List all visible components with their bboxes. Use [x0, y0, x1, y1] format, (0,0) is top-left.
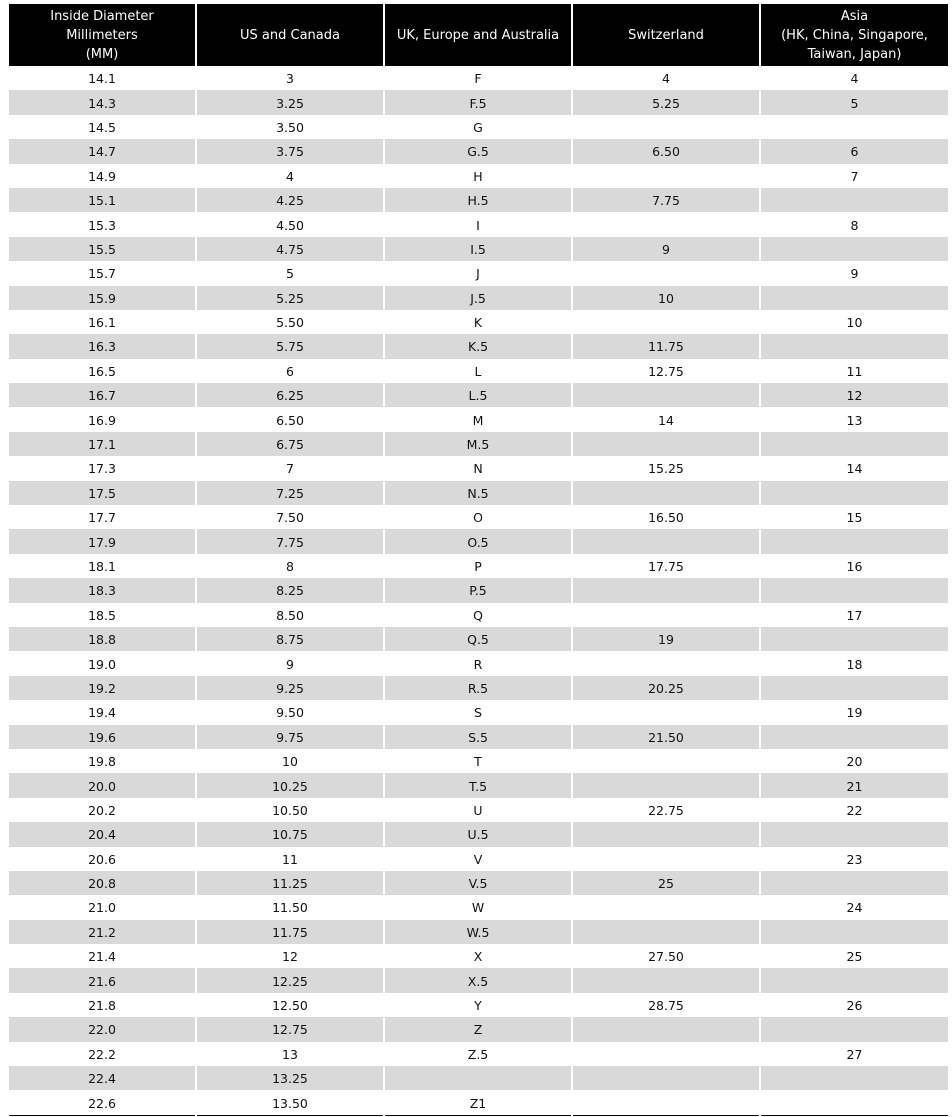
cell-inside-diameter: 17.1 — [9, 432, 195, 456]
cell-inside-diameter: 14.5 — [88, 119, 116, 135]
cell-switzerland — [573, 383, 759, 407]
cell-uk-europe-australia: F — [474, 71, 482, 87]
cell-uk-europe-australia: N — [473, 461, 483, 477]
cell-uk-europe-australia: M — [472, 412, 484, 428]
cell-asia — [761, 334, 948, 358]
table-row — [9, 798, 948, 822]
cell-asia: 12 — [761, 383, 948, 407]
cell-uk-europe-australia: R — [473, 656, 483, 672]
cell-asia: 13 — [846, 412, 863, 428]
table-row — [9, 725, 948, 749]
cell-us-canada: 5 — [286, 266, 294, 282]
cell-switzerland — [573, 432, 759, 456]
cell-asia: 22 — [846, 802, 863, 818]
cell-switzerland — [573, 847, 759, 871]
cell-uk-europe-australia: W.5 — [385, 920, 571, 944]
table-row — [9, 456, 948, 480]
table-row — [9, 1066, 948, 1090]
cell-uk-europe-australia: V.5 — [385, 871, 571, 895]
cell-asia — [761, 432, 948, 456]
cell-uk-europe-australia: H.5 — [385, 188, 571, 212]
cell-asia — [761, 968, 948, 992]
cell-inside-diameter: 16.7 — [9, 383, 195, 407]
cell-asia — [761, 725, 948, 749]
cell-uk-europe-australia: Z.5 — [467, 1046, 489, 1062]
cell-inside-diameter: 15.3 — [88, 217, 116, 233]
cell-uk-europe-australia: R.5 — [385, 676, 571, 700]
cell-switzerland — [573, 1017, 759, 1041]
cell-inside-diameter: 20.2 — [88, 802, 116, 818]
table-row — [9, 1017, 948, 1041]
cell-us-canada: 12.25 — [197, 968, 383, 992]
cell-us-canada: 6 — [286, 363, 294, 379]
cell-uk-europe-australia: Z — [385, 1017, 571, 1041]
cell-inside-diameter: 20.6 — [88, 851, 116, 867]
cell-inside-diameter: 18.8 — [9, 627, 195, 651]
cell-inside-diameter: 21.6 — [9, 968, 195, 992]
cell-inside-diameter: 18.1 — [88, 559, 116, 574]
cell-us-canada: 13 — [282, 1046, 298, 1062]
cell-uk-europe-australia: Q.5 — [385, 627, 571, 651]
cell-uk-europe-australia: K.5 — [385, 334, 571, 358]
cell-us-canada: 6.75 — [197, 432, 383, 456]
cell-asia: 18 — [846, 656, 863, 672]
cell-switzerland: 15.25 — [648, 461, 684, 477]
cell-us-canada: 5.25 — [197, 286, 383, 310]
cell-asia — [761, 529, 948, 553]
table-row — [9, 895, 948, 919]
cell-inside-diameter: 16.3 — [9, 334, 195, 358]
cell-uk-europe-australia: Y — [474, 998, 482, 1014]
cell-switzerland: 25 — [573, 871, 759, 895]
cell-us-canada: 11 — [282, 851, 298, 867]
cell-asia: 5 — [761, 90, 948, 114]
cell-inside-diameter: 21.4 — [88, 949, 116, 965]
cell-inside-diameter: 22.6 — [9, 1090, 195, 1115]
cell-asia — [761, 115, 948, 139]
header-uk-label: UK, Europe and Australia — [396, 27, 560, 43]
cell-us-canada: 7.25 — [197, 481, 383, 505]
cell-inside-diameter: 19.0 — [88, 656, 116, 672]
cell-switzerland — [573, 115, 759, 139]
cell-uk-europe-australia: F.5 — [385, 90, 571, 114]
cell-switzerland — [573, 529, 759, 553]
cell-us-canada: 3.75 — [197, 139, 383, 163]
cell-uk-europe-australia: Q — [473, 607, 483, 623]
ring-size-chart — [7, 4, 946, 1116]
cell-inside-diameter: 15.9 — [9, 286, 195, 310]
cell-inside-diameter: 15.1 — [9, 188, 195, 212]
cell-uk-europe-australia: O — [473, 510, 483, 526]
cell-inside-diameter: 22.4 — [9, 1066, 195, 1090]
cell-uk-europe-australia: X — [473, 949, 483, 965]
header-row — [9, 4, 948, 66]
cell-switzerland: 9 — [573, 237, 759, 261]
cell-asia — [761, 237, 948, 261]
cell-switzerland — [573, 749, 759, 773]
cell-us-canada: 8.75 — [197, 627, 383, 651]
table-row — [9, 993, 948, 1017]
cell-us-canada: 7.50 — [276, 510, 304, 526]
cell-switzerland: 7.75 — [573, 188, 759, 212]
cell-switzerland — [573, 164, 759, 188]
cell-us-canada: 3.50 — [276, 119, 304, 135]
cell-us-canada: 10.25 — [197, 773, 383, 797]
table-row — [9, 1042, 948, 1066]
cell-asia — [761, 627, 948, 651]
table-row — [9, 944, 948, 968]
cell-inside-diameter: 14.9 — [88, 168, 116, 184]
cell-uk-europe-australia: G — [473, 119, 483, 135]
cell-inside-diameter: 20.8 — [9, 871, 195, 895]
cell-inside-diameter: 21.8 — [88, 998, 116, 1014]
cell-asia: 20 — [846, 754, 863, 770]
cell-switzerland: 5.25 — [573, 90, 759, 114]
cell-us-canada: 9.25 — [197, 676, 383, 700]
cell-asia — [761, 1090, 948, 1115]
table-row — [9, 651, 948, 675]
table-header — [9, 4, 948, 66]
cell-inside-diameter: 19.6 — [9, 725, 195, 749]
cell-inside-diameter: 19.8 — [88, 754, 116, 770]
cell-asia — [761, 286, 948, 310]
cell-uk-europe-australia: P.5 — [385, 578, 571, 602]
table-row — [9, 212, 948, 236]
cell-switzerland — [573, 603, 759, 627]
header-asia-line1: Asia — [840, 8, 869, 24]
cell-us-canada: 10.75 — [197, 822, 383, 846]
cell-uk-europe-australia: J.5 — [385, 286, 571, 310]
cell-us-canada: 7 — [286, 461, 294, 477]
cell-us-canada: 7.75 — [197, 529, 383, 553]
cell-switzerland — [573, 1066, 759, 1090]
cell-uk-europe-australia: S — [474, 705, 482, 721]
table-body — [9, 66, 948, 1116]
cell-us-canada: 8.50 — [276, 607, 304, 623]
cell-switzerland — [573, 968, 759, 992]
cell-switzerland — [573, 578, 759, 602]
table-row — [9, 773, 948, 797]
table-row — [9, 164, 948, 188]
table-row — [9, 383, 948, 407]
cell-asia: 7 — [850, 168, 859, 184]
cell-inside-diameter: 22.2 — [88, 1046, 116, 1062]
cell-asia: 6 — [761, 139, 948, 163]
cell-us-canada: 13.50 — [197, 1090, 383, 1115]
cell-switzerland: 27.50 — [648, 949, 684, 965]
cell-us-canada: 12.50 — [272, 998, 308, 1014]
cell-inside-diameter: 20.0 — [9, 773, 195, 797]
table-row — [9, 481, 948, 505]
cell-uk-europe-australia: H — [473, 168, 483, 184]
cell-us-canada: 4 — [286, 168, 294, 184]
cell-asia: 10 — [846, 315, 863, 331]
cell-us-canada: 5.50 — [276, 315, 304, 331]
table-row — [9, 847, 948, 871]
cell-us-canada: 12.75 — [197, 1017, 383, 1041]
cell-switzerland: 14 — [658, 412, 674, 428]
cell-inside-diameter: 14.7 — [9, 139, 195, 163]
table-row — [9, 188, 948, 212]
cell-us-canada: 11.25 — [197, 871, 383, 895]
cell-us-canada: 8.25 — [197, 578, 383, 602]
cell-uk-europe-australia: V — [473, 851, 483, 867]
cell-uk-europe-australia: W — [471, 900, 485, 916]
cell-inside-diameter: 15.7 — [88, 266, 116, 282]
cell-uk-europe-australia: S.5 — [385, 725, 571, 749]
cell-us-canada: 9 — [286, 656, 294, 672]
cell-switzerland — [573, 212, 759, 236]
cell-inside-diameter: 17.5 — [9, 481, 195, 505]
cell-switzerland: 17.75 — [648, 559, 684, 574]
cell-asia — [761, 188, 948, 212]
table-row — [9, 749, 948, 773]
table-row — [9, 603, 948, 627]
cell-uk-europe-australia: I — [476, 217, 480, 233]
cell-inside-diameter: 18.3 — [9, 578, 195, 602]
cell-switzerland — [573, 310, 759, 334]
table-row — [9, 700, 948, 724]
cell-asia: 11 — [846, 363, 863, 379]
cell-switzerland: 16.50 — [648, 510, 684, 526]
cell-us-canada: 4.25 — [197, 188, 383, 212]
table-row — [9, 676, 948, 700]
cell-uk-europe-australia: Z1 — [385, 1090, 571, 1115]
cell-asia: 15 — [846, 510, 863, 526]
cell-uk-europe-australia: N.5 — [385, 481, 571, 505]
ring-size-table — [7, 4, 950, 1116]
header-switzerland — [573, 4, 759, 66]
cell-asia — [761, 920, 948, 944]
table-row — [9, 407, 948, 431]
table-row — [9, 627, 948, 651]
table-row — [9, 432, 948, 456]
cell-asia: 26 — [846, 998, 863, 1014]
cell-switzerland — [573, 1042, 759, 1066]
cell-asia: 24 — [846, 900, 863, 916]
cell-switzerland — [573, 895, 759, 919]
table-row — [9, 554, 948, 578]
cell-inside-diameter: 17.7 — [88, 510, 116, 526]
cell-inside-diameter: 19.4 — [88, 705, 116, 721]
cell-asia — [761, 822, 948, 846]
cell-uk-europe-australia: T.5 — [385, 773, 571, 797]
cell-asia — [761, 578, 948, 602]
cell-inside-diameter: 16.5 — [88, 363, 116, 379]
cell-inside-diameter: 16.9 — [88, 412, 116, 428]
cell-asia: 8 — [850, 217, 859, 233]
cell-inside-diameter: 22.0 — [9, 1017, 195, 1041]
table-row — [9, 968, 948, 992]
cell-switzerland: 12.75 — [648, 363, 684, 379]
cell-switzerland: 20.25 — [573, 676, 759, 700]
cell-us-canada: 4.75 — [197, 237, 383, 261]
cell-uk-europe-australia: U.5 — [385, 822, 571, 846]
cell-inside-diameter: 14.1 — [88, 71, 116, 87]
cell-switzerland — [573, 1090, 759, 1115]
cell-uk-europe-australia: O.5 — [385, 529, 571, 553]
cell-inside-diameter: 21.0 — [88, 900, 116, 916]
cell-inside-diameter: 21.2 — [9, 920, 195, 944]
header-inside-diameter-line2: (MM) — [85, 46, 119, 62]
cell-switzerland: 6.50 — [573, 139, 759, 163]
cell-asia — [761, 1017, 948, 1041]
cell-asia: 4 — [850, 71, 859, 87]
header-asia — [761, 4, 948, 66]
cell-asia: 27 — [846, 1046, 863, 1062]
cell-uk-europe-australia: G.5 — [385, 139, 571, 163]
cell-us-canada: 6.25 — [197, 383, 383, 407]
cell-switzerland: 22.75 — [648, 802, 684, 818]
table-row — [9, 822, 948, 846]
cell-switzerland — [573, 700, 759, 724]
cell-inside-diameter: 19.2 — [9, 676, 195, 700]
cell-switzerland — [573, 773, 759, 797]
cell-uk-europe-australia: X.5 — [385, 968, 571, 992]
cell-switzerland: 10 — [573, 286, 759, 310]
cell-switzerland — [573, 822, 759, 846]
cell-asia: 19 — [846, 705, 863, 721]
table-row — [9, 920, 948, 944]
cell-asia: 25 — [846, 949, 863, 965]
header-switzerland-label: Switzerland — [628, 27, 704, 43]
table-row — [9, 505, 948, 529]
cell-uk-europe-australia: P — [474, 559, 482, 574]
table-row — [9, 310, 948, 334]
cell-asia: 16 — [846, 559, 863, 574]
table-row — [9, 334, 948, 358]
cell-asia: 21 — [761, 773, 948, 797]
cell-us-canada: 11.75 — [197, 920, 383, 944]
cell-uk-europe-australia — [385, 1066, 571, 1090]
cell-us-canada: 9.75 — [197, 725, 383, 749]
cell-us-canada: 11.50 — [272, 900, 308, 916]
cell-inside-diameter: 17.3 — [88, 461, 116, 477]
cell-asia: 23 — [846, 851, 863, 867]
cell-us-canada: 3.25 — [197, 90, 383, 114]
cell-switzerland — [573, 481, 759, 505]
cell-uk-europe-australia: U — [473, 802, 483, 818]
header-asia-line2: (HK, China, Singapore, — [781, 27, 928, 43]
cell-uk-europe-australia: T — [474, 754, 482, 770]
table-row — [9, 286, 948, 310]
cell-inside-diameter: 18.5 — [88, 607, 116, 623]
cell-switzerland: 11.75 — [573, 334, 759, 358]
table-row — [9, 578, 948, 602]
cell-uk-europe-australia: J — [476, 266, 480, 282]
cell-switzerland: 19 — [573, 627, 759, 651]
cell-us-canada: 8 — [286, 559, 294, 574]
cell-us-canada: 6.50 — [276, 412, 304, 428]
cell-us-canada: 3 — [286, 71, 294, 87]
header-inside-diameter-line1: Inside Diameter Millimeters — [50, 8, 154, 43]
cell-inside-diameter: 20.4 — [9, 822, 195, 846]
cell-switzerland — [573, 920, 759, 944]
cell-asia: 14 — [846, 461, 863, 477]
cell-asia — [761, 871, 948, 895]
cell-switzerland: 4 — [662, 71, 670, 87]
table-row — [9, 261, 948, 285]
cell-uk-europe-australia: M.5 — [385, 432, 571, 456]
cell-us-canada: 5.75 — [197, 334, 383, 358]
cell-us-canada: 12 — [282, 949, 298, 965]
header-us-canada — [197, 4, 383, 66]
table-row — [9, 139, 948, 163]
cell-us-canada: 13.25 — [197, 1066, 383, 1090]
cell-us-canada: 10.50 — [272, 802, 308, 818]
cell-switzerland: 21.50 — [573, 725, 759, 749]
cell-inside-diameter: 16.1 — [88, 315, 116, 331]
table-row — [9, 529, 948, 553]
table-row — [9, 359, 948, 383]
cell-asia — [761, 481, 948, 505]
cell-inside-diameter: 14.3 — [9, 90, 195, 114]
cell-switzerland — [573, 261, 759, 285]
cell-uk-europe-australia: I.5 — [385, 237, 571, 261]
cell-inside-diameter: 15.5 — [9, 237, 195, 261]
header-us-canada-label: US and Canada — [240, 27, 340, 43]
cell-switzerland: 28.75 — [648, 998, 684, 1014]
cell-asia — [761, 1066, 948, 1090]
cell-uk-europe-australia: L.5 — [385, 383, 571, 407]
table-row — [9, 90, 948, 114]
table-row — [9, 871, 948, 895]
cell-us-canada: 10 — [282, 754, 298, 770]
table-row — [9, 115, 948, 139]
header-uk-europe-australia — [385, 4, 571, 66]
cell-inside-diameter: 17.9 — [9, 529, 195, 553]
table-row — [9, 1090, 948, 1115]
table-row — [9, 237, 948, 261]
cell-switzerland — [573, 651, 759, 675]
header-asia-line3: Taiwan, Japan) — [807, 46, 902, 62]
cell-asia — [761, 676, 948, 700]
header-inside-diameter — [9, 4, 195, 66]
cell-asia: 17 — [846, 607, 863, 623]
cell-uk-europe-australia: K — [473, 315, 483, 331]
table-row — [9, 66, 948, 90]
cell-us-canada: 4.50 — [276, 217, 304, 233]
cell-uk-europe-australia: L — [474, 363, 482, 379]
cell-us-canada: 9.50 — [276, 705, 304, 721]
cell-asia: 9 — [850, 266, 859, 282]
